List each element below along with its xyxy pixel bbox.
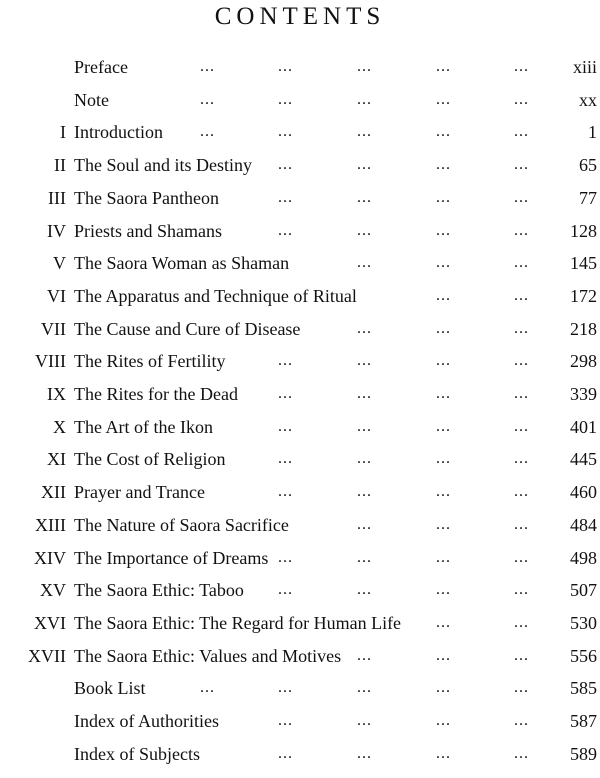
leader-dots: ...: [357, 156, 372, 174]
toc-entry: [0, 574, 600, 606]
leader-dots: ...: [436, 483, 451, 501]
chapter-numeral: IX: [47, 384, 66, 404]
leader-dots: ...: [278, 581, 293, 599]
leader-dots: ...: [514, 188, 529, 206]
entry-title: The Nature of Saora Sacrifice: [74, 514, 289, 535]
leader-dots: ...: [357, 123, 372, 141]
toc-entry: [0, 705, 600, 737]
leader-dots: ...: [514, 385, 529, 402]
leader-dots: ...: [514, 646, 529, 664]
leader-dots: ...: [357, 417, 372, 435]
leader-dots: ...: [514, 417, 529, 435]
leader-dots: ...: [357, 483, 372, 501]
leader-dots: ...: [514, 90, 529, 108]
entry-title: The Cause and Cure of Disease: [74, 318, 301, 339]
entry-title: The Art of the Ikon: [74, 416, 213, 437]
leader-dots: ...: [436, 450, 451, 468]
leader-dots: ...: [436, 188, 451, 206]
leader-dots: ...: [357, 58, 372, 75]
leader-dots: ...: [278, 188, 293, 206]
page-title: CONTENTS: [214, 3, 386, 30]
toc-entry: [0, 313, 600, 345]
leader-dots: ...: [278, 548, 293, 566]
leader-dots: ...: [514, 156, 529, 174]
toc-entry: [0, 247, 600, 279]
chapter-numeral: X: [53, 416, 66, 437]
leader-dots: ...: [436, 286, 451, 304]
page-number: 507: [570, 580, 597, 601]
leader-dots: ...: [514, 712, 529, 729]
leader-dots: ...: [278, 679, 293, 697]
page-number: 498: [570, 547, 597, 568]
chapter-numeral: XVII: [28, 645, 66, 666]
entry-title: Index of Authorities: [74, 711, 219, 731]
leader-dots: ...: [514, 319, 529, 337]
entry-title: The Saora Pantheon: [74, 187, 219, 208]
leader-dots: ...: [436, 646, 451, 664]
chapter-numeral: XI: [47, 449, 66, 470]
leader-dots: ...: [514, 548, 529, 566]
toc-entry: [0, 443, 600, 475]
chapter-numeral: I: [60, 122, 66, 143]
chapter-numeral: XIII: [35, 514, 66, 535]
leader-dots: ...: [436, 581, 451, 599]
leader-dots: ...: [357, 450, 372, 468]
leader-dots: ...: [436, 744, 451, 762]
leader-dots: ...: [514, 254, 529, 272]
page-number: 401: [570, 416, 597, 437]
toc-entry: [0, 738, 600, 770]
leader-dots: ...: [436, 385, 451, 402]
leader-dots: ...: [357, 319, 372, 337]
leader-dots: ...: [357, 646, 372, 664]
toc-entry: [0, 280, 600, 312]
entry-title: Index of Subjects: [74, 743, 200, 764]
page-number: 128: [570, 220, 597, 241]
page-number: 585: [570, 678, 597, 699]
entry-title: Preface: [74, 57, 128, 77]
leader-dots: ...: [357, 712, 372, 729]
leader-dots: ...: [436, 254, 451, 272]
leader-dots: ...: [357, 221, 372, 239]
leader-dots: ...: [514, 352, 529, 370]
leader-dots: ...: [357, 515, 372, 533]
toc-entry: [0, 476, 600, 508]
page-number: 1: [588, 122, 597, 143]
toc-entry: [0, 116, 600, 148]
page-number: 556: [570, 645, 597, 666]
leader-dots: ...: [357, 90, 372, 108]
chapter-numeral: III: [48, 187, 66, 208]
leader-dots: ...: [514, 679, 529, 697]
chapter-numeral: II: [54, 155, 66, 176]
leader-dots: ...: [436, 679, 451, 697]
chapter-numeral: XV: [40, 580, 66, 601]
toc-entry: [0, 378, 600, 410]
leader-dots: ...: [278, 417, 293, 435]
leader-dots: ...: [436, 58, 451, 75]
entry-title: The Saora Woman as Shaman: [74, 253, 290, 274]
leader-dots: ...: [514, 123, 529, 141]
leader-dots: ...: [357, 548, 372, 566]
toc-entry: [0, 640, 600, 672]
leader-dots: ...: [436, 548, 451, 566]
entry-title: The Saora Ethic: Values and Motives: [74, 645, 342, 666]
leader-dots: ...: [436, 90, 451, 108]
entry-title: The Apparatus and Technique of Ritual: [74, 285, 357, 306]
page-number: 460: [570, 482, 597, 503]
entry-title: The Saora Ethic: The Regard for Human Life: [74, 612, 402, 633]
toc-entry: [0, 509, 600, 541]
chapter-numeral: IV: [47, 220, 66, 241]
page-number: 484: [570, 514, 597, 535]
entry-title: Priests and Shamans: [74, 220, 222, 241]
entry-title: Prayer and Trance: [74, 482, 205, 503]
leader-dots: ...: [436, 515, 451, 533]
leader-dots: ...: [436, 123, 451, 141]
page-number: 445: [570, 449, 597, 470]
chapter-numeral: VIII: [35, 351, 66, 372]
leader-dots: ...: [436, 319, 451, 337]
chapter-numeral: XVI: [34, 612, 66, 633]
leader-dots: ...: [436, 613, 451, 631]
entry-title: Note: [74, 89, 109, 110]
leader-dots: ...: [278, 712, 293, 729]
page-number: 172: [570, 285, 597, 306]
leader-dots: ...: [514, 58, 529, 75]
leader-dots: ...: [357, 581, 372, 599]
entry-title: The Cost of Religion: [74, 449, 226, 470]
leader-dots: ...: [357, 352, 372, 370]
leader-dots: ...: [278, 483, 293, 501]
chapter-numeral: VI: [47, 285, 66, 306]
leader-dots: ...: [514, 515, 529, 533]
leader-dots: ...: [278, 156, 293, 174]
leader-dots: ...: [514, 613, 529, 631]
entry-title: The Importance of Dreams: [74, 547, 269, 568]
leader-dots: ...: [357, 254, 372, 272]
toc-entry: [0, 542, 600, 574]
leader-dots: ...: [436, 221, 451, 239]
toc-entry: [0, 182, 600, 214]
toc-entry: [0, 51, 600, 83]
page-number: 65: [579, 155, 597, 176]
leader-dots: ...: [514, 221, 529, 239]
entry-title: Book List: [74, 678, 146, 699]
leader-dots: ...: [357, 385, 372, 402]
leader-dots: ...: [278, 221, 293, 239]
page-number: 530: [570, 612, 597, 633]
leader-dots: ...: [436, 417, 451, 435]
page-number: 298: [570, 351, 597, 372]
leader-dots: ...: [514, 286, 529, 304]
page-number: xiii: [572, 57, 597, 77]
leader-dots: ...: [200, 123, 215, 141]
leader-dots: ...: [514, 581, 529, 599]
leader-dots: ...: [200, 90, 215, 108]
entry-title: The Rites for the Dead: [74, 384, 238, 404]
toc-entry: [0, 84, 600, 116]
leader-dots: ...: [436, 156, 451, 174]
leader-dots: ...: [278, 450, 293, 468]
toc-entry: [0, 149, 600, 181]
leader-dots: ...: [278, 123, 293, 141]
entry-title: Introduction: [74, 122, 163, 143]
page-number: 218: [570, 318, 597, 339]
leader-dots: ...: [278, 90, 293, 108]
chapter-numeral: XIV: [34, 547, 66, 568]
leader-dots: ...: [514, 483, 529, 501]
entry-title: The Rites of Fertility: [74, 351, 226, 372]
entry-title: The Soul and its Destiny: [74, 155, 252, 176]
leader-dots: ...: [357, 679, 372, 697]
leader-dots: ...: [278, 744, 293, 762]
toc-entry: [0, 672, 600, 704]
leader-dots: ...: [357, 744, 372, 762]
page-number: 589: [570, 743, 597, 764]
leader-dots: ...: [200, 679, 215, 697]
entry-title: The Saora Ethic: Taboo: [74, 580, 244, 601]
toc-entry: [0, 411, 600, 443]
chapter-numeral: XII: [41, 482, 66, 503]
chapter-numeral: VII: [41, 318, 66, 339]
leader-dots: ...: [436, 712, 451, 729]
leader-dots: ...: [278, 352, 293, 370]
page-number: 339: [570, 384, 597, 404]
page-number: 587: [570, 711, 597, 731]
toc-entry: [0, 215, 600, 247]
leader-dots: ...: [200, 58, 215, 75]
leader-dots: ...: [278, 385, 293, 402]
page-number: xx: [579, 89, 597, 110]
page-number: 145: [570, 253, 597, 274]
leader-dots: ...: [514, 450, 529, 468]
leader-dots: ...: [436, 352, 451, 370]
toc-entry: [0, 345, 600, 377]
leader-dots: ...: [514, 744, 529, 762]
leader-dots: ...: [278, 58, 293, 75]
leader-dots: ...: [357, 188, 372, 206]
page-number: 77: [579, 187, 597, 208]
chapter-numeral: V: [53, 253, 66, 274]
toc-entry: [0, 607, 600, 639]
